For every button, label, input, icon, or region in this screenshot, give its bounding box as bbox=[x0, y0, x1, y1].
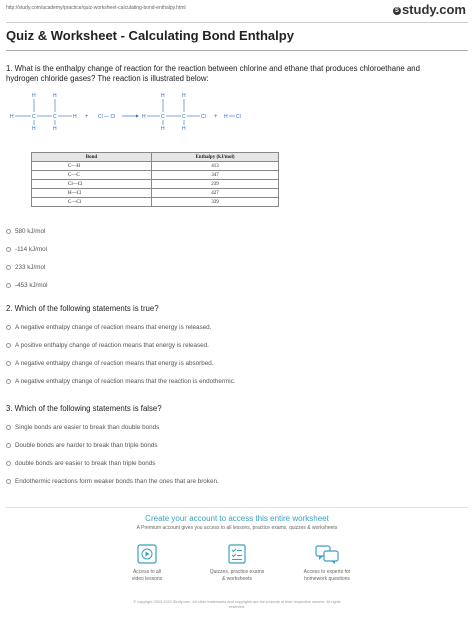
atom-cl: Cl bbox=[236, 114, 241, 120]
q2-option[interactable]: A negative enthalpy change of reaction means that the reaction is endothermic. bbox=[6, 378, 236, 385]
table-row bbox=[32, 198, 279, 207]
q1-option[interactable]: -114 kJ/mol bbox=[6, 246, 47, 253]
chlorine-molecule: Cl — Cl bbox=[98, 114, 116, 120]
bond-enthalpy-table bbox=[31, 152, 279, 207]
atom-h: H bbox=[182, 93, 186, 99]
plus-sign: + bbox=[85, 114, 89, 120]
atom-h: H bbox=[224, 114, 228, 120]
atom-h: H bbox=[73, 114, 77, 120]
feature-line: homework questions bbox=[304, 575, 350, 582]
table-row bbox=[32, 162, 279, 171]
q2-option[interactable]: A negative enthalpy change of reaction means that energy is absorbed. bbox=[6, 360, 213, 367]
logo-mark-icon: S bbox=[394, 7, 399, 14]
bond-cell: H—Cl bbox=[32, 189, 152, 198]
atom-h: H bbox=[10, 114, 14, 120]
header-divider bbox=[6, 22, 468, 23]
atom-h: H bbox=[32, 93, 36, 99]
feature-experts bbox=[277, 543, 377, 582]
radio-icon[interactable] bbox=[6, 265, 11, 270]
atom-h: H bbox=[53, 126, 57, 130]
table-header-row bbox=[32, 153, 279, 162]
question-2: 2. Which of the following statements is true? bbox=[6, 304, 159, 313]
promo-title[interactable]: Create your account to access this entire worksheet bbox=[145, 514, 329, 523]
promo-subtitle: A Premium account gives you access to all lessons, practice exams, quizzes & worksheets bbox=[136, 525, 338, 531]
video-icon bbox=[136, 543, 158, 565]
radio-icon[interactable] bbox=[6, 361, 11, 366]
q3-option[interactable]: Single bonds are easier to break than double bonds bbox=[6, 424, 159, 431]
q1-option[interactable]: -453 kJ/mol bbox=[6, 282, 48, 289]
column-header: Enthalpy (kJ/mol) bbox=[152, 153, 279, 162]
radio-icon[interactable] bbox=[6, 325, 11, 330]
q2-option[interactable]: A positive enthalpy change of reaction means that energy is released. bbox=[6, 342, 209, 349]
radio-icon[interactable] bbox=[6, 479, 11, 484]
page-title: Quiz & Worksheet - Calculating Bond Enthalpy bbox=[6, 28, 294, 43]
q3-option[interactable]: Endothermic reactions form weaker bonds than the ones that are broken. bbox=[6, 478, 219, 485]
bond-cell: C—C bbox=[32, 171, 152, 180]
footer-copyright: © copyright 2003-2020 Study.com. All other trademarks and copyrights are the property of their respective owners. All rights reserved. bbox=[133, 600, 341, 609]
radio-icon[interactable] bbox=[6, 247, 11, 252]
table-row bbox=[32, 189, 279, 198]
enthalpy-cell: 427 bbox=[152, 189, 279, 198]
quiz-icon bbox=[226, 543, 248, 565]
atom-c: C bbox=[53, 114, 57, 120]
radio-icon[interactable] bbox=[6, 443, 11, 448]
study-logo[interactable] bbox=[393, 2, 466, 17]
feature-line: Access to experts for bbox=[303, 569, 351, 575]
feature-line: Quizzes, practice exams bbox=[209, 569, 265, 575]
enthalpy-cell: 239 bbox=[152, 180, 279, 189]
arrow-head-icon bbox=[136, 115, 139, 118]
atom-cl: Cl bbox=[201, 114, 206, 120]
atom-h: H bbox=[161, 93, 165, 99]
q2-option[interactable]: A negative enthalpy change of reaction means that energy is released. bbox=[6, 324, 211, 331]
q3-option[interactable]: double bonds are easier to break than triple bonds bbox=[6, 460, 155, 467]
atom-c: C bbox=[32, 114, 36, 120]
ethane-molecule bbox=[10, 93, 77, 130]
radio-icon[interactable] bbox=[6, 379, 11, 384]
enthalpy-cell: 347 bbox=[152, 171, 279, 180]
feature-line: Access to all bbox=[132, 569, 162, 575]
atom-h: H bbox=[53, 93, 57, 99]
radio-icon[interactable] bbox=[6, 229, 11, 234]
atom-h: H bbox=[182, 126, 186, 130]
q1-option[interactable]: 580 kJ/mol bbox=[6, 228, 45, 235]
enthalpy-cell: 339 bbox=[152, 198, 279, 207]
feature-quizzes bbox=[187, 543, 287, 582]
atom-c: C bbox=[161, 114, 165, 120]
atom-h: H bbox=[142, 114, 146, 120]
radio-icon[interactable] bbox=[6, 461, 11, 466]
logo-text: study.com bbox=[401, 2, 466, 17]
question-1: 1. What is the enthalpy change of reaction for the reaction between chlorine and ethane that produces chloroethane and hydrogen chloride gases? The reaction is illustrated below: bbox=[6, 64, 420, 83]
feature-video bbox=[97, 543, 197, 582]
bond-cell: C—H bbox=[32, 162, 152, 171]
chat-icon bbox=[314, 543, 340, 565]
atom-h: H bbox=[161, 126, 165, 130]
chloroethane-molecule bbox=[142, 93, 206, 130]
bond-cell: C—Cl bbox=[32, 198, 152, 207]
column-header: Bond bbox=[32, 153, 152, 162]
question-3: 3. Which of the following statements is false? bbox=[6, 404, 162, 413]
enthalpy-cell: 413 bbox=[152, 162, 279, 171]
atom-h: H bbox=[32, 126, 36, 130]
feature-line: video lessons bbox=[131, 575, 163, 582]
table-row bbox=[32, 180, 279, 189]
radio-icon[interactable] bbox=[6, 425, 11, 430]
reaction-diagram bbox=[6, 90, 426, 130]
bond-cell: Cl—Cl bbox=[32, 180, 152, 189]
page-url: http://study.com/academy/practice/quiz-worksheet-calculating-bond-enthalpy.html bbox=[6, 5, 186, 11]
table-row bbox=[32, 171, 279, 180]
promo-divider bbox=[6, 507, 468, 508]
feature-line: & worksheets bbox=[221, 575, 252, 582]
radio-icon[interactable] bbox=[6, 343, 11, 348]
atom-c: C bbox=[182, 114, 186, 120]
title-divider bbox=[6, 50, 468, 51]
q1-option[interactable]: 233 kJ/mol bbox=[6, 264, 45, 271]
radio-icon[interactable] bbox=[6, 283, 11, 288]
plus-sign: + bbox=[214, 114, 218, 120]
q3-option[interactable]: Double bonds are harder to break than triple bonds bbox=[6, 442, 157, 449]
